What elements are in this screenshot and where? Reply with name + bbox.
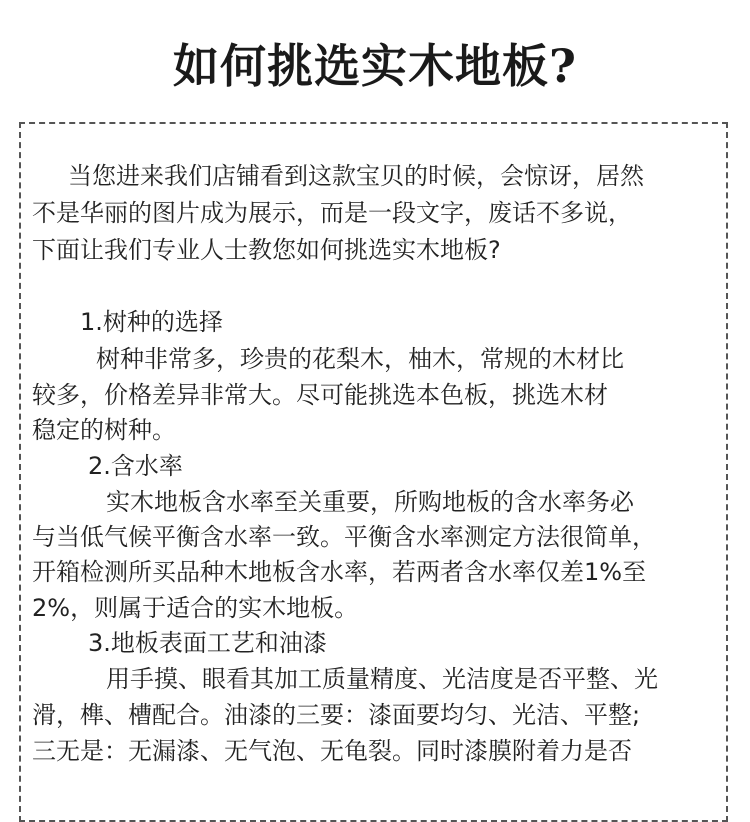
intro-line: 下面让我们专业人士教您如何挑选实木地板? <box>32 236 501 264</box>
section-text-line: 实木地板含水率至关重要，所购地板的含水率务必 <box>106 488 634 516</box>
section-heading: 2.含水率 <box>88 452 183 480</box>
section-text-line: 2%，则属于适合的实木地板。 <box>32 594 359 622</box>
section-text-line: 三无是：无漏漆、无气泡、无龟裂。同时漆膜附着力是否 <box>32 737 632 765</box>
section-heading: 3.地板表面工艺和油漆 <box>88 629 327 657</box>
page-title: 如何挑选实木地板? <box>173 39 577 93</box>
section-text-line: 与当低气候平衡含水率一致。平衡含水率测定方法很简单， <box>32 523 656 551</box>
section-text-line: 滑，榫、槽配合。油漆的三要：漆面要均匀、光洁、平整; <box>32 701 641 729</box>
section-heading: 1.树种的选择 <box>80 308 223 336</box>
section-text-line: 树种非常多，珍贵的花梨木，柚木，常规的木材比 <box>96 345 624 373</box>
section-text-line: 用手摸、眼看其加工质量精度、光洁度是否平整、光 <box>106 665 658 693</box>
section-text-line: 较多，价格差异非常大。尽可能挑选本色板，挑选木材 <box>32 381 608 409</box>
section-text-line: 稳定的树种。 <box>32 416 176 444</box>
section-text-line: 开箱检测所买品种木地板含水率，若两者含水率仅差1%至 <box>32 558 647 586</box>
intro-line: 当您进来我们店铺看到这款宝贝的时候，会惊讶，居然 <box>68 162 644 190</box>
intro-line: 不是华丽的图片成为展示，而是一段文字，废话不多说， <box>32 199 632 227</box>
